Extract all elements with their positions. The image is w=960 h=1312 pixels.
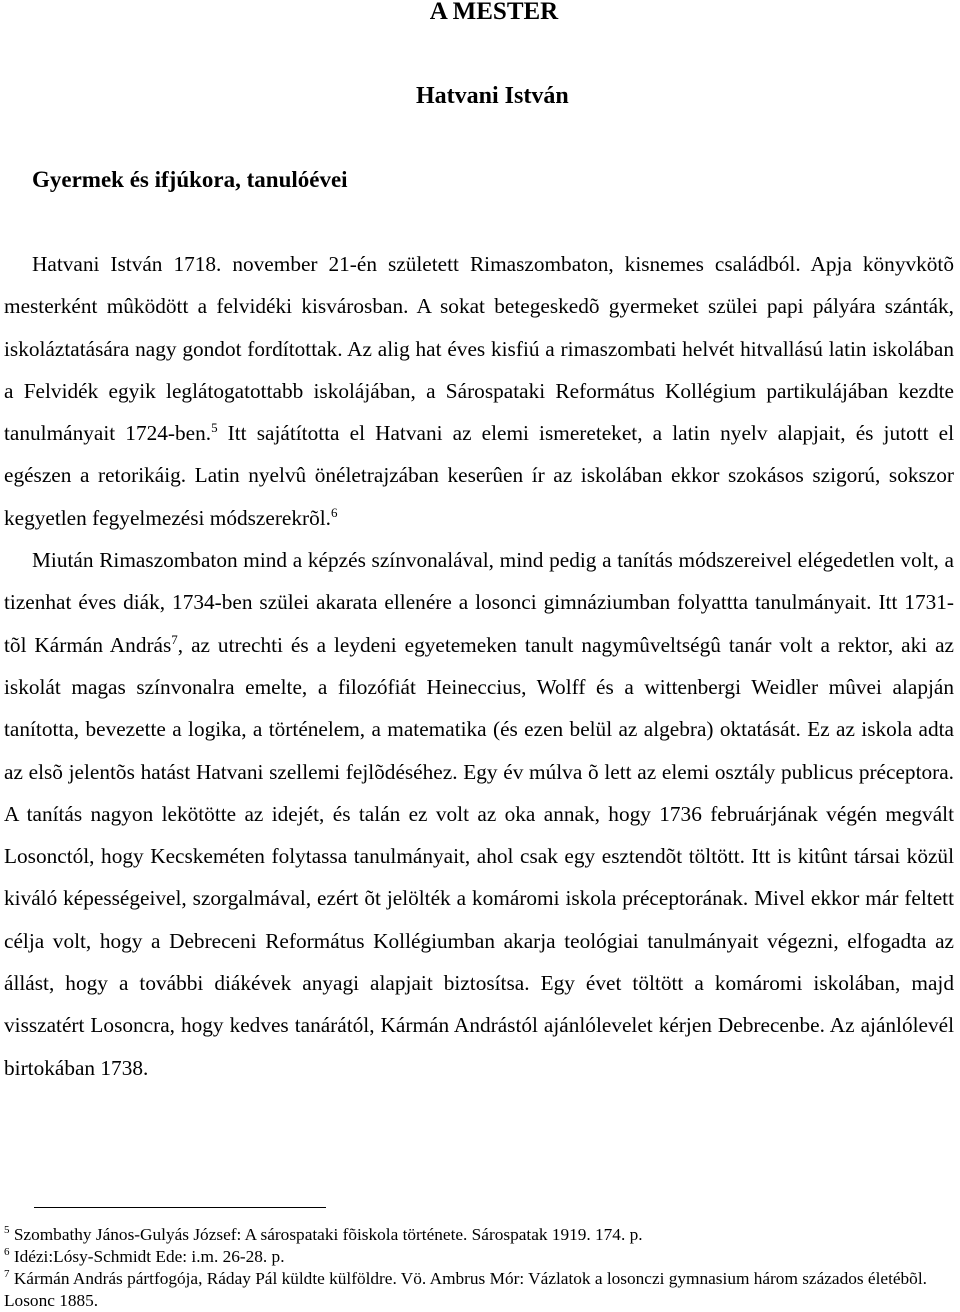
footnote-ref-5: 5 [211, 420, 218, 436]
author-heading: Hatvani István [416, 83, 569, 109]
footnote-divider [34, 1207, 326, 1208]
footnotes [4, 1224, 954, 1312]
paragraph-1-text-a: Hatvani István 1718. november 21-én született Rimaszombaton, kisnemes családból. Apja könyvkötõ mesterként mûködött a felvidéki kisvárosban. A sokat betegeskedõ gyermeket szülei papi pályára szánták, iskoláztatására nagy gondot fordítottak. Az alig hat éves kisfiú a rimaszombati helvét hitvallású latin iskolában a Felvidék egyik leglátogatottabb iskolájában, a Sárospataki Református Kollégium partikulájában kezdte tanulmányait 1724-ben. [4, 252, 954, 446]
footnote-ref-7: 7 [171, 631, 178, 647]
section-heading: Gyermek és ifjúkora, tanulóévei [32, 167, 348, 192]
footnote-text: Idézi:Lósy-Schmidt Ede: i.m. 26-28. p. [9, 1247, 285, 1266]
footnote-5 [4, 1224, 954, 1246]
footnote-text: Szombathy János-Gulyás József: A sárospataki fõiskola története. Sárospatak 1919. 174. p. [9, 1225, 643, 1244]
footnote-number: 7 [4, 1268, 10, 1280]
body-text [4, 243, 954, 1089]
footnote-number: 6 [4, 1246, 10, 1258]
footnote-text: Kármán András pártfogója, Ráday Pál küldte külföldre. Vö. Ambrus Mór: Vázlatok a losonczi gymnasium három százados életébõl. Losonc 1885. [4, 1269, 927, 1310]
paragraph-2 [4, 539, 954, 1089]
footnote-7 [4, 1268, 954, 1312]
paragraph-2-text-b: , az utrechti és a leydeni egyetemeken tanult nagymûveltségû tanár volt a rektor, aki az iskolát magas színvonalra emelte, a filozófiát Heineccius, Wolff és a wittenbergi Weidler mûvei alapján tanította, bevezette a logika, a történelem, a matematika (és ezen belül az algebra) oktatását. Ez az iskola adta az elsõ jelentõs hatást Hatvani szellemi fejlõdéséhez. Egy év múlva õ lett az elemi osztály publicus préceptora. A tanítás nagyon lekötötte az idejét, és talán ez volt az oka annak, hogy 1736 februárjának végén megvált Losonctól, hogy Kecskeméten folytassa tanulmányait, ahol csak egy esztendõt töltött. Itt is kitûnt társai közül kiváló képességeivel, szorgalmával, ezért õt jelölték a komáromi iskola préceptorának. Mivel ekkor már feltett célja volt, hogy a Debreceni Református Kollégiumban akarja teológiai tanulmányait végezni, elfogadta az állást, hogy a további diákévek anyagi alapjait biztosítsa. Egy évet töltött a komáromi iskolában, majd visszatért Losoncra, hogy kedves tanárától, Kármán Andrástól ajánlólevelet kérjen Debrecenbe. Az ajánlólevél birtokában 1738. [4, 632, 954, 1080]
paragraph-1-text-b: Itt sajátította el Hatvani az elemi ismereteket, a latin nyelv alapjait, és jutott el egészen a retorikáig. Latin nyelvû önéletrajzában keserûen ír az iskolában ekkor szokásos szigorú, sokszor kegyetlen fegyelmezési módszerekrõl. [4, 421, 954, 530]
paragraph-2-text-a: Miután Rimaszombaton mind a képzés színvonalával, mind pedig a tanítás módszereivel elégedetlen volt, a tizenhat éves diák, 1734-ben szülei akarata ellenére a losonci gimnáziumban folyattta tanulmányait. Itt 1731-tõl Kármán András [4, 548, 954, 657]
footnote-number: 5 [4, 1224, 10, 1236]
paragraph-1 [4, 243, 954, 539]
document-title: A MESTER [429, 0, 559, 25]
footnote-ref-6: 6 [331, 504, 338, 520]
footnote-6 [4, 1246, 954, 1268]
